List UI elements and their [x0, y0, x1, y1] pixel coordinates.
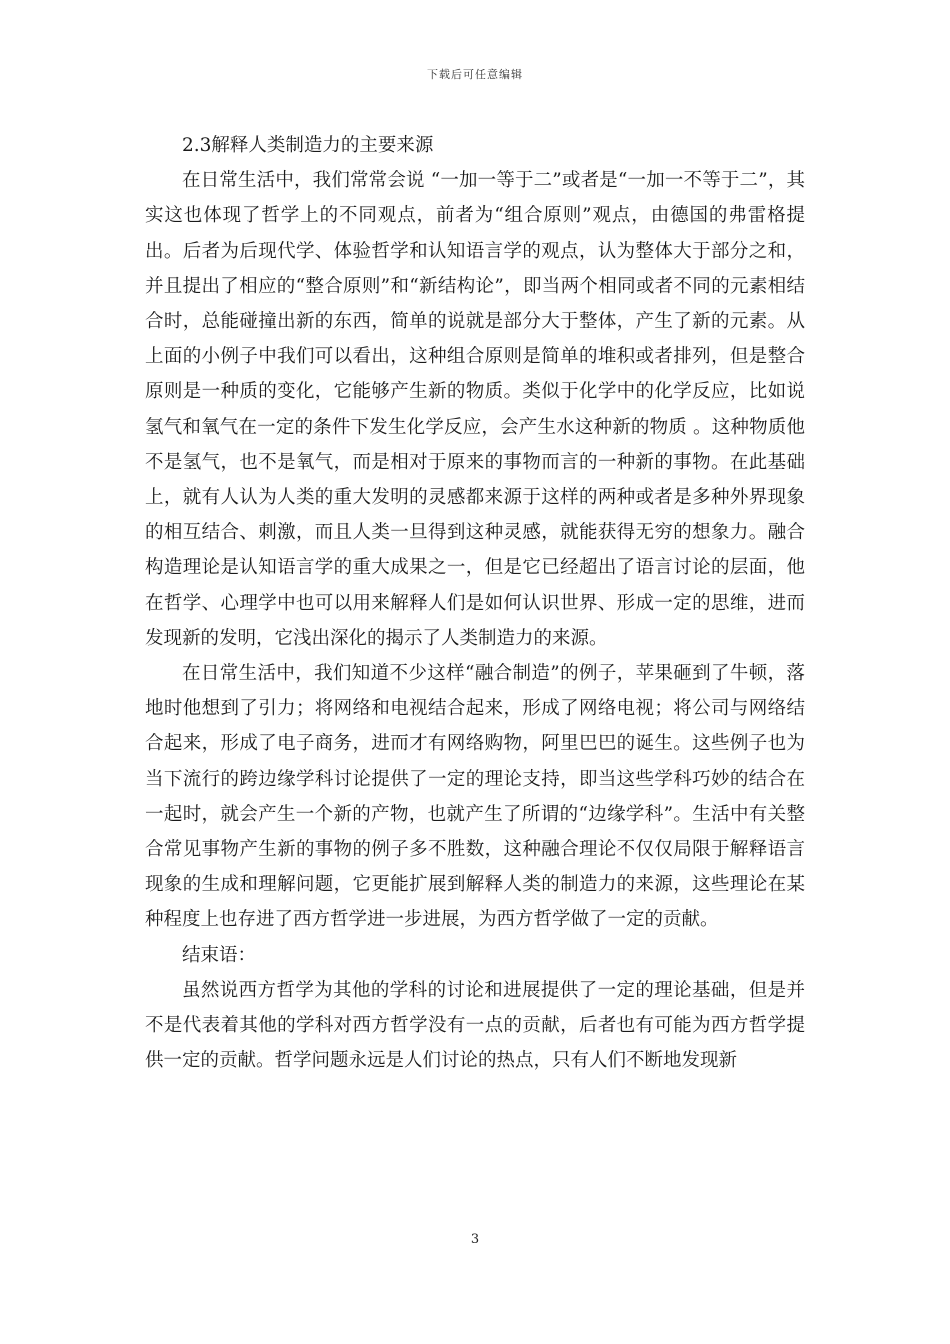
section-heading: 2.3解释人类制造力的主要来源 [182, 135, 434, 156]
page-header: 下载后可任意编辑 [427, 68, 523, 81]
body-paragraph-2: 在日常生活中，我们知道不少这样“融合制造”的例子，苹果砸到了牛顿，落地时他想到了引力；将网络和电视结合起来，形成了网络电视；将公司与网络结合起来，形成了电子商务，进而才有网络购物，阿里巴巴的诞生。这些例子也为当下流行的跨边缘学科讨论提供了一定的理论支持，即当这些学科巧妙的结合在一起时，就会产生一个新的产物，也就产生了所谓的“边缘学科”。生活中有关整合常见事物产生新的事物的例子多不胜数，这种融合理论不仅仅局限于解释语言现象的生成和理解问题，它更能扩展到解释人类的制造力的来源，这些理论在某种程度上也存进了西方哲学进一步进展，为西方哲学做了一定的贡献。 [145, 663, 805, 931]
body-paragraph-1: 在日常生活中，我们常常会说 “一加一等于二”或者是“一加一不等于二”，其实这也体现了哲学上的不同观点，前者为“组合原则”观点，由德国的弗雷格提出。后者为后现代学、体验哲学和认知语言学的观点，认为整体大于部分之和，并且提出了相应的“整合原则”和“新结构论”，即当两个相同或者不同的元素相结合时，总能碰撞出新的东西，简单的说就是部分大于整体，产生了新的元素。从上面的小例子中我们可以看出，这种组合原则是简单的堆积或者排列，但是整合原则是一种质的变化，它能够产生新的物质。类似于化学中的化学反应，比如说氢气和氧气在一定的条件下发生化学反应，会产生水这种新的物质 。这种物质他不是氢气，也不是氧气，而是相对于原来的事物而言的一种新的事物。在此基础上，就有人认为人类的重大发明的灵感都来源于这样的两种或者是多种外界现象的相互结合、刺激，而且人类一旦得到这种灵感，就能获得无穷的想象力。融合构造理论是认知语言学的重大成果之一，但是它已经超出了语言讨论的层面，他在哲学、心理学中也可以用来解释人们是如何认识世界、形成一定的思维，进而发现新的发明，它浅出深化的揭示了人类制造力的来源。 [145, 170, 805, 649]
page-number: 3 [470, 1232, 480, 1247]
conclusion-heading: 结束语： [182, 944, 257, 966]
conclusion-paragraph: 虽然说西方哲学为其他的学科的讨论和进展提供了一定的理论基础，但是并不是代表着其他的学科对西方哲学没有一点的贡献，后者也有可能为西方哲学提供一定的贡献。哲学问题永远是人们讨论的热点，只有人们不断地发现新 [145, 979, 805, 1072]
document-body [145, 128, 805, 1078]
